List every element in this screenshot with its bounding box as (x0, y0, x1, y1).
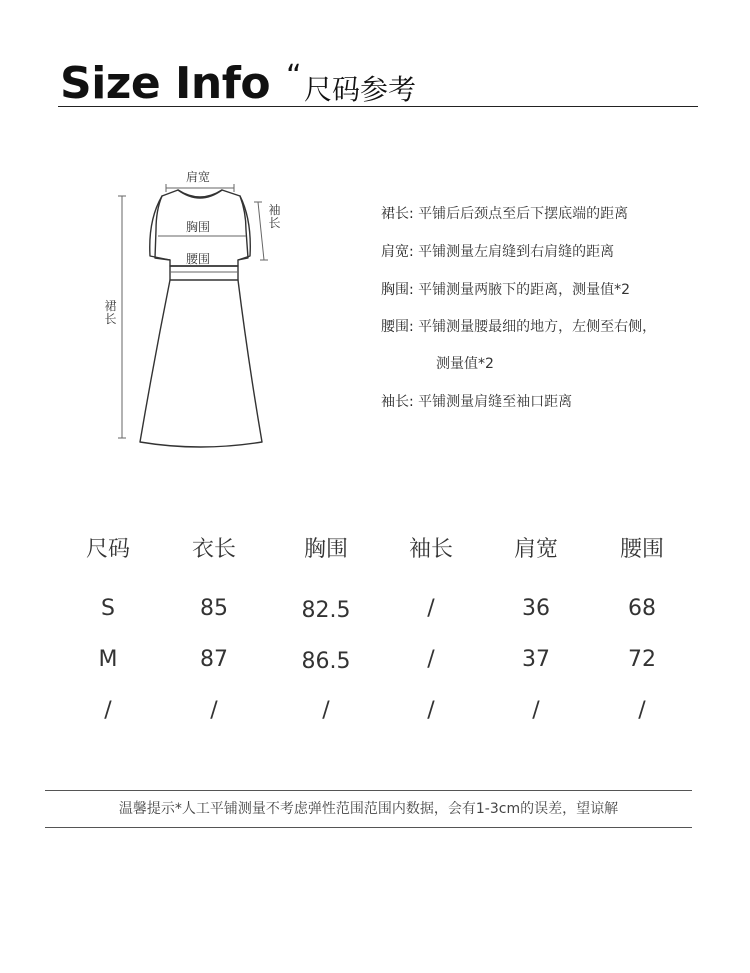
definition-waist-continued: 测量值*2 (436, 356, 494, 372)
table-cell: / (427, 647, 435, 672)
table-cell: 36 (522, 596, 550, 621)
table-cell: 37 (522, 647, 550, 672)
label-waist: 腰围 (186, 252, 211, 266)
title-chinese: 尺码参考 (304, 73, 417, 106)
definition-chest: 胸围: 平铺测量两腋下的距离，测量值*2 (381, 282, 631, 298)
label-length: 裙长 (104, 299, 117, 326)
table-cell: 86.5 (301, 649, 351, 674)
header-chest: 胸围 (303, 537, 348, 562)
table-cell: 82.5 (301, 598, 351, 623)
table-cell: / (322, 698, 330, 723)
title-quote-mark: “ (286, 59, 302, 94)
table-cell: / (104, 698, 112, 723)
table-cell: 87 (200, 647, 228, 672)
table-cell: / (427, 596, 435, 621)
table-cell: 68 (628, 596, 656, 621)
label-chest: 胸围 (186, 220, 211, 234)
table-cell: M (98, 647, 118, 672)
header-length: 衣长 (191, 537, 236, 562)
notice-box (45, 790, 692, 828)
header-waist: 腰围 (619, 537, 664, 562)
notice-text: 温馨提示*人工平铺测量不考虑弹性范围范围内数据，会有1-3cm的误差，望谅解 (118, 801, 619, 817)
definition-length: 裙长: 平铺后后颈点至后下摆底端的距离 (381, 206, 629, 222)
dress-measurement-diagram (100, 160, 300, 460)
title-english: Size Info (60, 58, 271, 109)
table-cell: / (638, 698, 646, 723)
label-sleeve: 袖长 (268, 203, 281, 230)
table-cell: S (101, 596, 115, 621)
table-cell: / (210, 698, 218, 723)
table-cell: 85 (200, 596, 228, 621)
label-shoulder: 肩宽 (186, 170, 211, 184)
header-sleeve: 袖长 (408, 537, 453, 562)
definition-sleeve: 袖长: 平铺测量肩缝至袖口距离 (381, 394, 573, 410)
header-shoulder: 肩宽 (513, 537, 558, 562)
definition-waist: 腰围: 平铺测量腰最细的地方，左侧至右侧， (381, 319, 657, 335)
header-size: 尺码 (85, 537, 130, 562)
table-cell: 72 (628, 647, 656, 672)
definition-shoulder: 肩宽: 平铺测量左肩缝到右肩缝的距离 (381, 244, 615, 260)
page-header (58, 58, 698, 107)
table-cell: / (427, 698, 435, 723)
table-cell: / (532, 698, 540, 723)
